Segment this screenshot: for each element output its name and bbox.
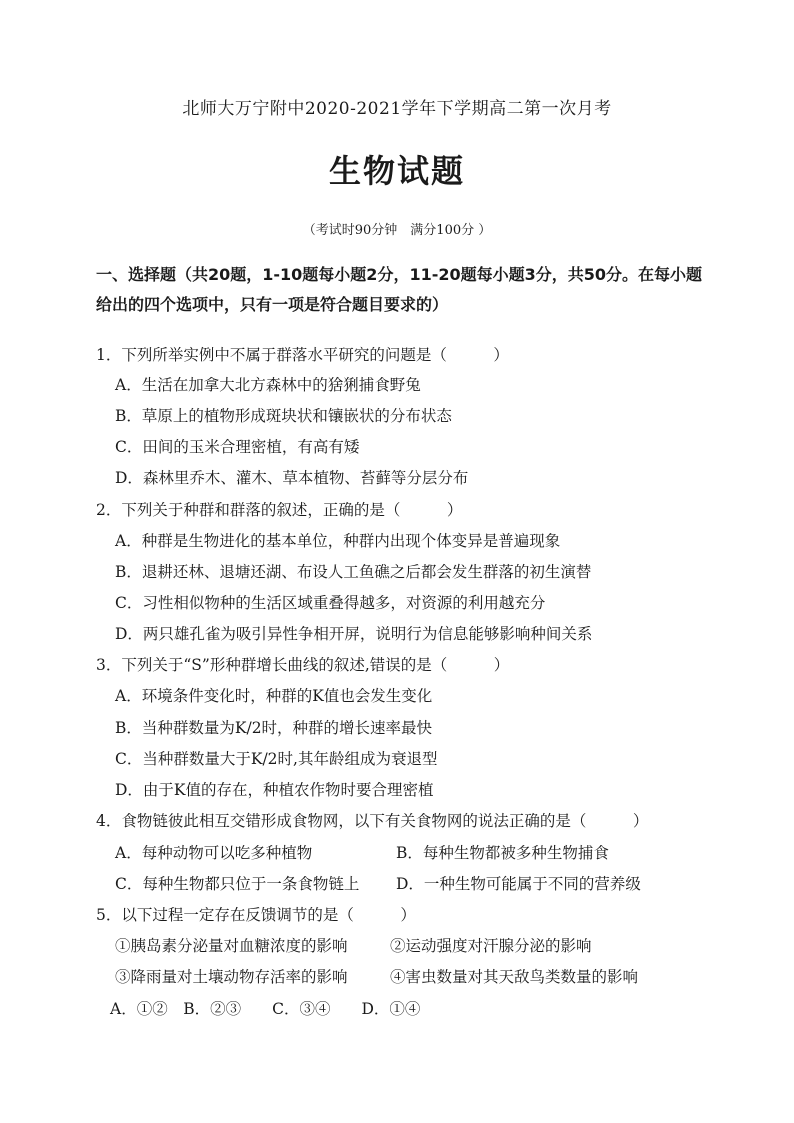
- section-heading-line2: 给出的四个选项中，只有一项是符合题目要求的）: [96, 295, 449, 314]
- question-4-option-c: C．每种生物都只位于一条食物链上: [115, 875, 360, 893]
- school-exam-line: 北师大万宁附中2020-2021学年下学期高二第一次月考: [182, 99, 612, 119]
- question-1-option-d: D．森林里乔木、灌木、草本植物、苔藓等分层分布: [115, 469, 469, 487]
- question-1-stem: 1．下列所举实例中不属于群落水平研究的问题是（ ）: [96, 346, 509, 364]
- question-5-stem: 5．以下过程一定存在反馈调节的是（ ）: [96, 906, 416, 924]
- question-3-option-b: B．当种群数量为K/2时，种群的增长速率最快: [115, 719, 433, 737]
- page-title: 生物试题: [328, 152, 465, 190]
- question-1-option-b: B．草原上的植物形成斑块状和镶嵌状的分布状态: [115, 407, 452, 425]
- question-3-option-d: D．由于K值的存在，种植农作物时要合理密植: [115, 781, 434, 799]
- question-5-item-3: ③降雨量对土壤动物存活率的影响: [115, 968, 348, 986]
- question-5-item-1: ①胰岛素分泌量对血糖浓度的影响: [115, 937, 348, 955]
- question-2-option-b: B．退耕还林、退塘还湖、布设人工鱼礁之后都会发生群落的初生演替: [115, 563, 592, 581]
- question-1-option-a: A．生活在加拿大北方森林中的猞猁捕食野兔: [115, 376, 421, 394]
- section-heading-line1: 一、选择题（共20题，1-10题每小题2分，11-20题每小题3分，共50分。在每小题: [96, 265, 703, 284]
- question-4-option-d: D．一种生物可能属于不同的营养级: [396, 875, 641, 893]
- question-4-option-b: B．每种生物都被多种生物捕食: [396, 844, 609, 862]
- question-5-item-2: ②运动强度对汗腺分泌的影响: [390, 937, 592, 955]
- question-2-option-d: D．两只雄孔雀为吸引异性争相开屏，说明行为信息能够影响种间关系: [115, 625, 593, 643]
- question-5-options: A．①② B．②③ C．③④ D．①④: [110, 1000, 421, 1018]
- question-3-stem: 3．下列关于“S”形种群增长曲线的叙述,错误的是（ ）: [96, 656, 510, 674]
- question-3-option-c: C．当种群数量大于K/2时,其年龄组成为衰退型: [115, 750, 438, 768]
- question-2-option-a: A．种群是生物进化的基本单位，种群内出现个体变异是普遍现象: [115, 532, 561, 550]
- question-3-option-a: A．环境条件变化时，种群的K值也会发生变化: [115, 687, 433, 705]
- question-1-option-c: C．田间的玉米合理密植，有高有矮: [115, 438, 360, 456]
- question-5-item-4: ④害虫数量对其天敌鸟类数量的影响: [390, 968, 639, 986]
- exam-info: （考试时90分钟 满分100分 ）: [302, 223, 492, 238]
- question-4-option-a: A．每种动物可以吃多种植物: [115, 844, 313, 862]
- question-2-stem: 2．下列关于种群和群落的叙述，正确的是（ ）: [96, 501, 463, 519]
- question-2-option-c: C．习性相似物种的生活区域重叠得越多，对资源的利用越充分: [115, 594, 546, 612]
- question-4-stem: 4．食物链彼此相互交错形成食物网，以下有关食物网的说法正确的是（ ）: [96, 812, 649, 830]
